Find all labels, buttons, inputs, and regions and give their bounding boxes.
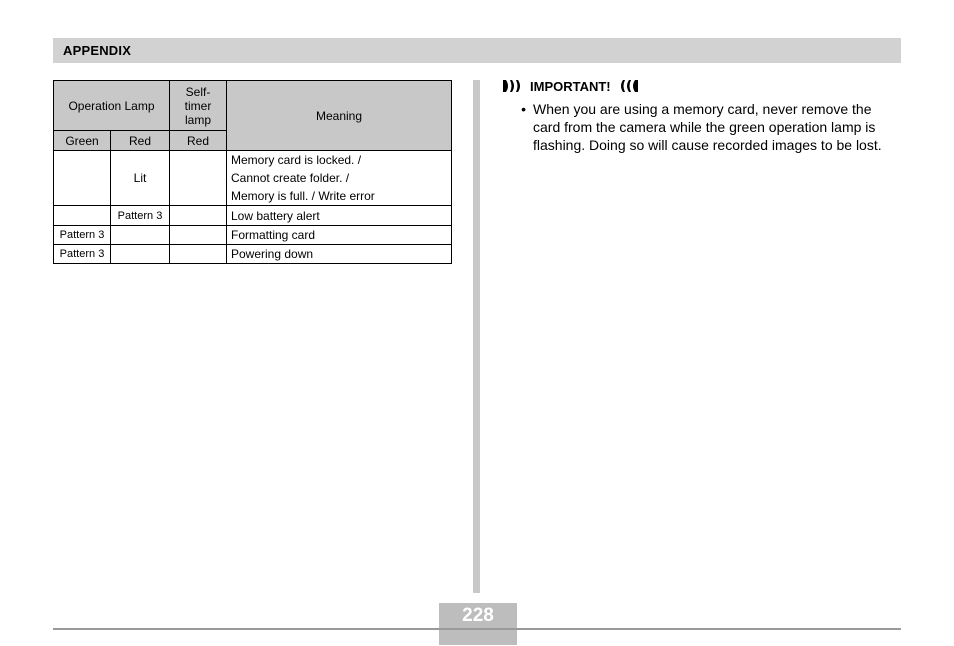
important-label: IMPORTANT! bbox=[530, 78, 611, 94]
cell-red: Lit bbox=[111, 151, 170, 206]
lamp-status-table bbox=[53, 80, 452, 264]
table-row bbox=[54, 245, 452, 264]
section-title: APPENDIX bbox=[63, 43, 132, 58]
important-right-marks-icon bbox=[616, 80, 638, 92]
header-self-timer-lamp: Self- timer lamp bbox=[170, 81, 227, 131]
cell-meaning: Low battery alert bbox=[227, 206, 452, 226]
header-red-timer: Red bbox=[170, 131, 227, 151]
page-number-box bbox=[439, 603, 517, 645]
header-red-operation: Red bbox=[111, 131, 170, 151]
cell-meaning: Powering down bbox=[227, 245, 452, 264]
column-divider bbox=[473, 80, 480, 593]
header-operation-lamp: Operation Lamp bbox=[54, 81, 170, 131]
page-number: 228 bbox=[462, 605, 494, 626]
cell-meaning bbox=[227, 151, 452, 206]
cell-timer-red bbox=[170, 226, 227, 245]
table-row bbox=[54, 226, 452, 245]
cell-red: Pattern 3 bbox=[111, 206, 170, 226]
bullet-icon: • bbox=[521, 101, 526, 117]
cell-green bbox=[54, 206, 111, 226]
cell-green bbox=[54, 151, 111, 206]
cell-red bbox=[111, 226, 170, 245]
footer-rule bbox=[53, 628, 901, 630]
meaning-line: Cannot create folder. / bbox=[231, 171, 350, 185]
important-text: When you are using a memory card, never remove the card from the camera while the green operation lamp is flashing. Doing so will cause recorded images to be lost. bbox=[533, 101, 882, 153]
header-meaning: Meaning bbox=[227, 81, 452, 151]
important-note bbox=[503, 77, 903, 154]
cell-meaning: Formatting card bbox=[227, 226, 452, 245]
table-row bbox=[54, 206, 452, 226]
cell-timer-red bbox=[170, 245, 227, 264]
cell-red bbox=[111, 245, 170, 264]
meaning-line: Memory card is locked. / bbox=[231, 153, 362, 167]
cell-timer-red bbox=[170, 206, 227, 226]
important-left-marks-icon bbox=[503, 80, 525, 92]
meaning-line: Memory is full. / Write error bbox=[231, 189, 375, 203]
important-heading bbox=[503, 77, 903, 95]
section-header-bar bbox=[53, 38, 901, 63]
table-row bbox=[54, 151, 452, 206]
header-green: Green bbox=[54, 131, 111, 151]
cell-green: Pattern 3 bbox=[54, 226, 111, 245]
cell-green: Pattern 3 bbox=[54, 245, 111, 264]
important-body bbox=[503, 100, 903, 154]
cell-timer-red bbox=[170, 151, 227, 206]
